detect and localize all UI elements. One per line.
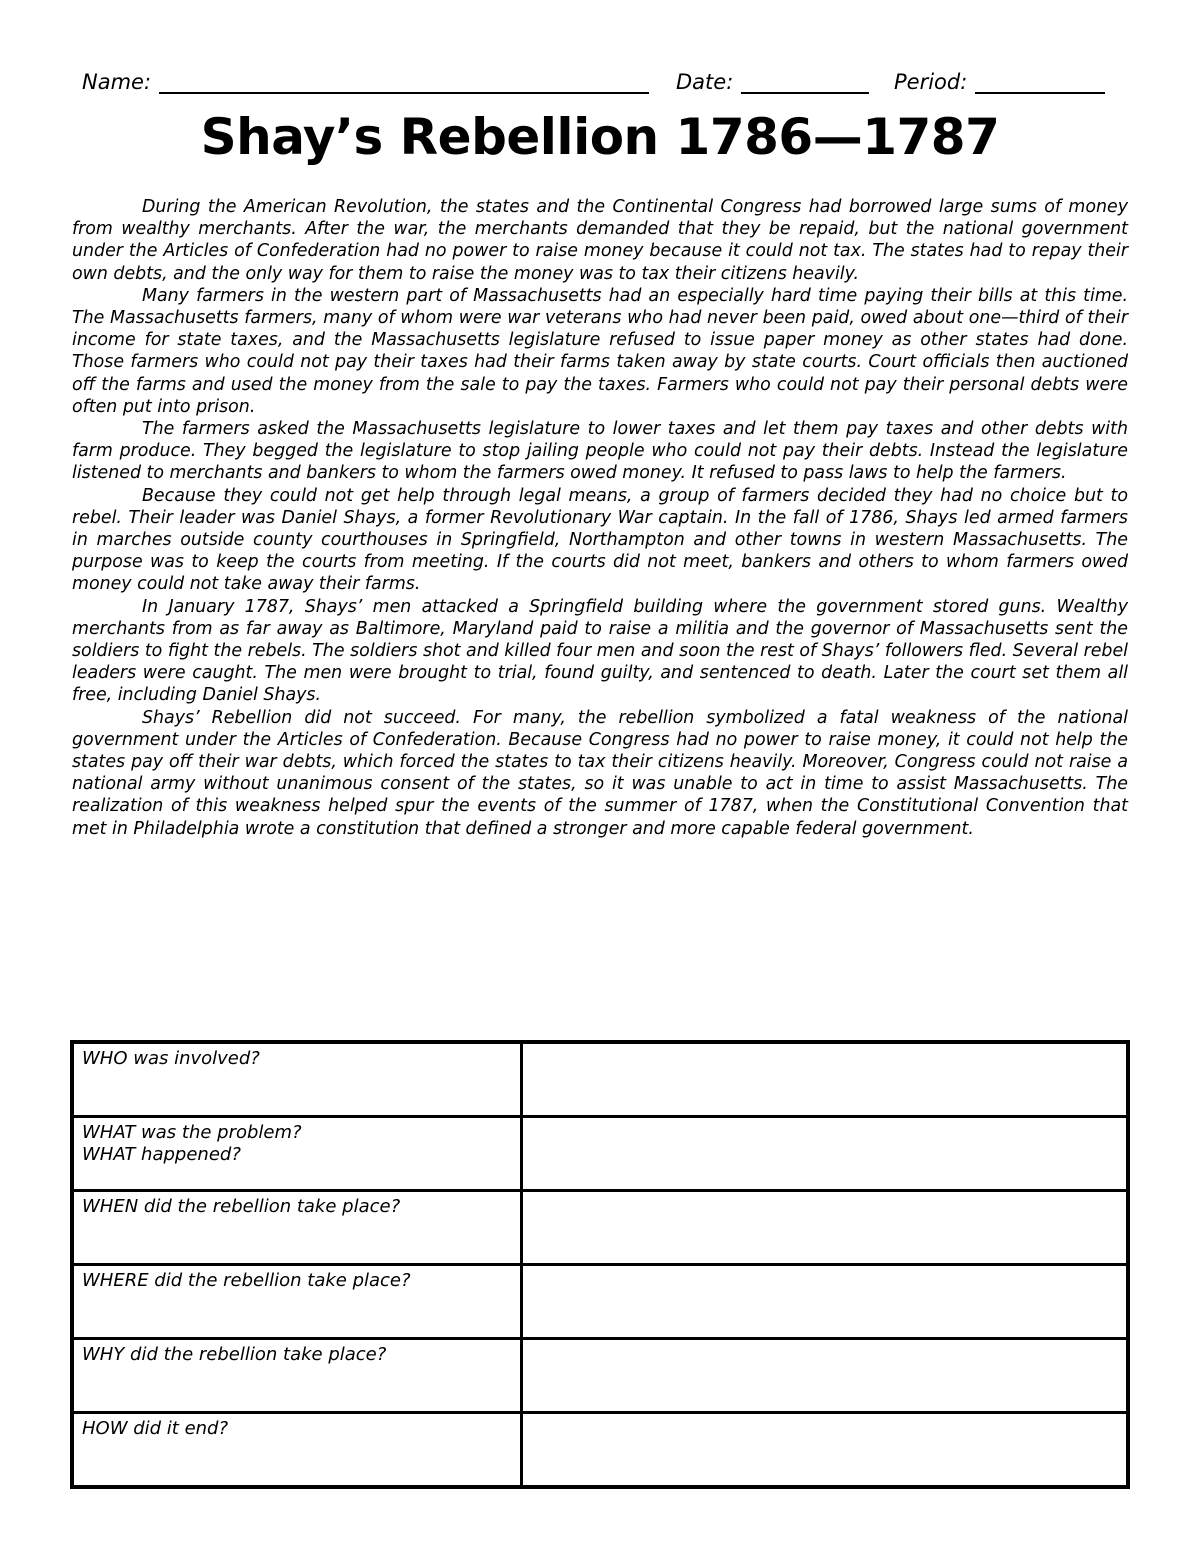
paragraph: Shays’ Rebellion did not succeed. For many, the rebellion symbolized a fatal weakness of the national government under the Articles of Confederation. Because Congress had no power to raise money, it could not help the states pay off their war debts, which forced the states to tax their citizens heavily. Moreover, Congress could not raise a national army without unanimous consent of the states, so it was unable to act in time to assist Massachusetts. The realization of this weakness helped spur the events of the summer of 1787, when the Constitutional Convention that met in Philadelphia wrote a constitution that defined a stronger and more capable federal government. — [72, 707, 1128, 839]
answer-cell-what[interactable] — [522, 1117, 1129, 1191]
table-row — [72, 1117, 1128, 1191]
name-field — [82, 70, 649, 94]
answer-cell-who[interactable] — [522, 1042, 1129, 1117]
date-blank[interactable] — [741, 72, 869, 94]
question-cell-what — [72, 1117, 522, 1191]
page-title: Shay’s Rebellion 1786—1787 — [200, 108, 1000, 166]
question-text: WHO was involved? — [82, 1048, 260, 1069]
paragraph: The farmers asked the Massachusetts legislature to lower taxes and let them pay taxes and other debts with farm produce. They begged the legislature to stop jailing people who could not pay their debts. Instead the legislature listened to merchants and bankers to whom the farmers owed money. It refused to pass laws to help the farmers. — [72, 419, 1128, 484]
five-ws-table — [70, 1040, 1130, 1489]
table-row — [72, 1265, 1128, 1339]
question-text: WHAT was the problem? — [82, 1122, 302, 1143]
table-row — [72, 1339, 1128, 1413]
period-blank[interactable] — [975, 72, 1105, 94]
date-label: Date: — [676, 70, 734, 94]
period-label: Period: — [894, 70, 968, 94]
question-text: WHEN did the rebellion take place? — [82, 1196, 401, 1217]
paragraph: Many farmers in the western part of Massachusetts had an especially hard time paying their bills at this time. The Massachusetts farmers, many of whom were war veterans who had never been paid, owed about one—third of their income for state taxes, and the Massachusetts legislature refused to issue paper money as other states had done. Those farmers who could not pay their taxes had their farms taken away by state courts. Court officials then auctioned off the farms and used the money from the sale to pay the taxes. Farmers who could not pay their personal debts were often put into prison. — [72, 285, 1128, 417]
question-cell-why — [72, 1339, 522, 1413]
answer-cell-where[interactable] — [522, 1265, 1129, 1339]
question-cell-how — [72, 1413, 522, 1488]
question-text: HOW did it end? — [82, 1418, 229, 1439]
period-field — [894, 70, 1105, 94]
question-cell-where — [72, 1265, 522, 1339]
table-row — [72, 1042, 1128, 1117]
answer-cell-why[interactable] — [522, 1339, 1129, 1413]
question-cell-when — [72, 1191, 522, 1265]
table-row — [72, 1191, 1128, 1265]
question-cell-who — [72, 1042, 522, 1117]
question-text: WHY did the rebellion take place? — [82, 1344, 387, 1365]
name-label: Name: — [82, 70, 152, 94]
question-text: WHAT happened? — [82, 1144, 241, 1165]
answer-cell-how[interactable] — [522, 1413, 1129, 1488]
student-info-header — [82, 70, 1122, 100]
date-field — [676, 70, 869, 94]
answer-cell-when[interactable] — [522, 1191, 1129, 1265]
table-row — [72, 1413, 1128, 1488]
paragraph: In January 1787, Shays’ men attacked a Springfield building where the government stored guns. Wealthy merchants from as far away as Baltimore, Maryland paid to raise a militia and the governor of Massachusetts sent the soldiers to fight the rebels. The soldiers shot and killed four men and soon the rest of Shays’ followers fled. Several rebel leaders were caught. The men were brought to trial, found guilty, and sentenced to death. Later the court set them all free, including Daniel Shays. — [72, 596, 1128, 706]
paragraph: During the American Revolution, the states and the Continental Congress had borrowed large sums of money from wealthy merchants. After the war, the merchants demanded that they be repaid, but the national government under the Articles of Confederation had no power to raise money because it could not tax. The states had to repay their own debts, and the only way for them to raise the money was to tax their citizens heavily. — [72, 197, 1128, 284]
paragraph: Because they could not get help through legal means, a group of farmers decided they had no choice but to rebel. Their leader was Daniel Shays, a former Revolutionary War captain. In the fall of 1786, Shays led armed farmers in marches outside county courthouses in Springfield, Northampton and other towns in western Massachusetts. The purpose was to keep the courts from meeting. If the courts did not meet, bankers and others to whom farmers owed money could not take away their farms. — [72, 485, 1128, 595]
reading-passage — [72, 196, 1128, 840]
name-blank[interactable] — [159, 72, 649, 94]
question-text: WHERE did the rebellion take place? — [82, 1270, 411, 1291]
